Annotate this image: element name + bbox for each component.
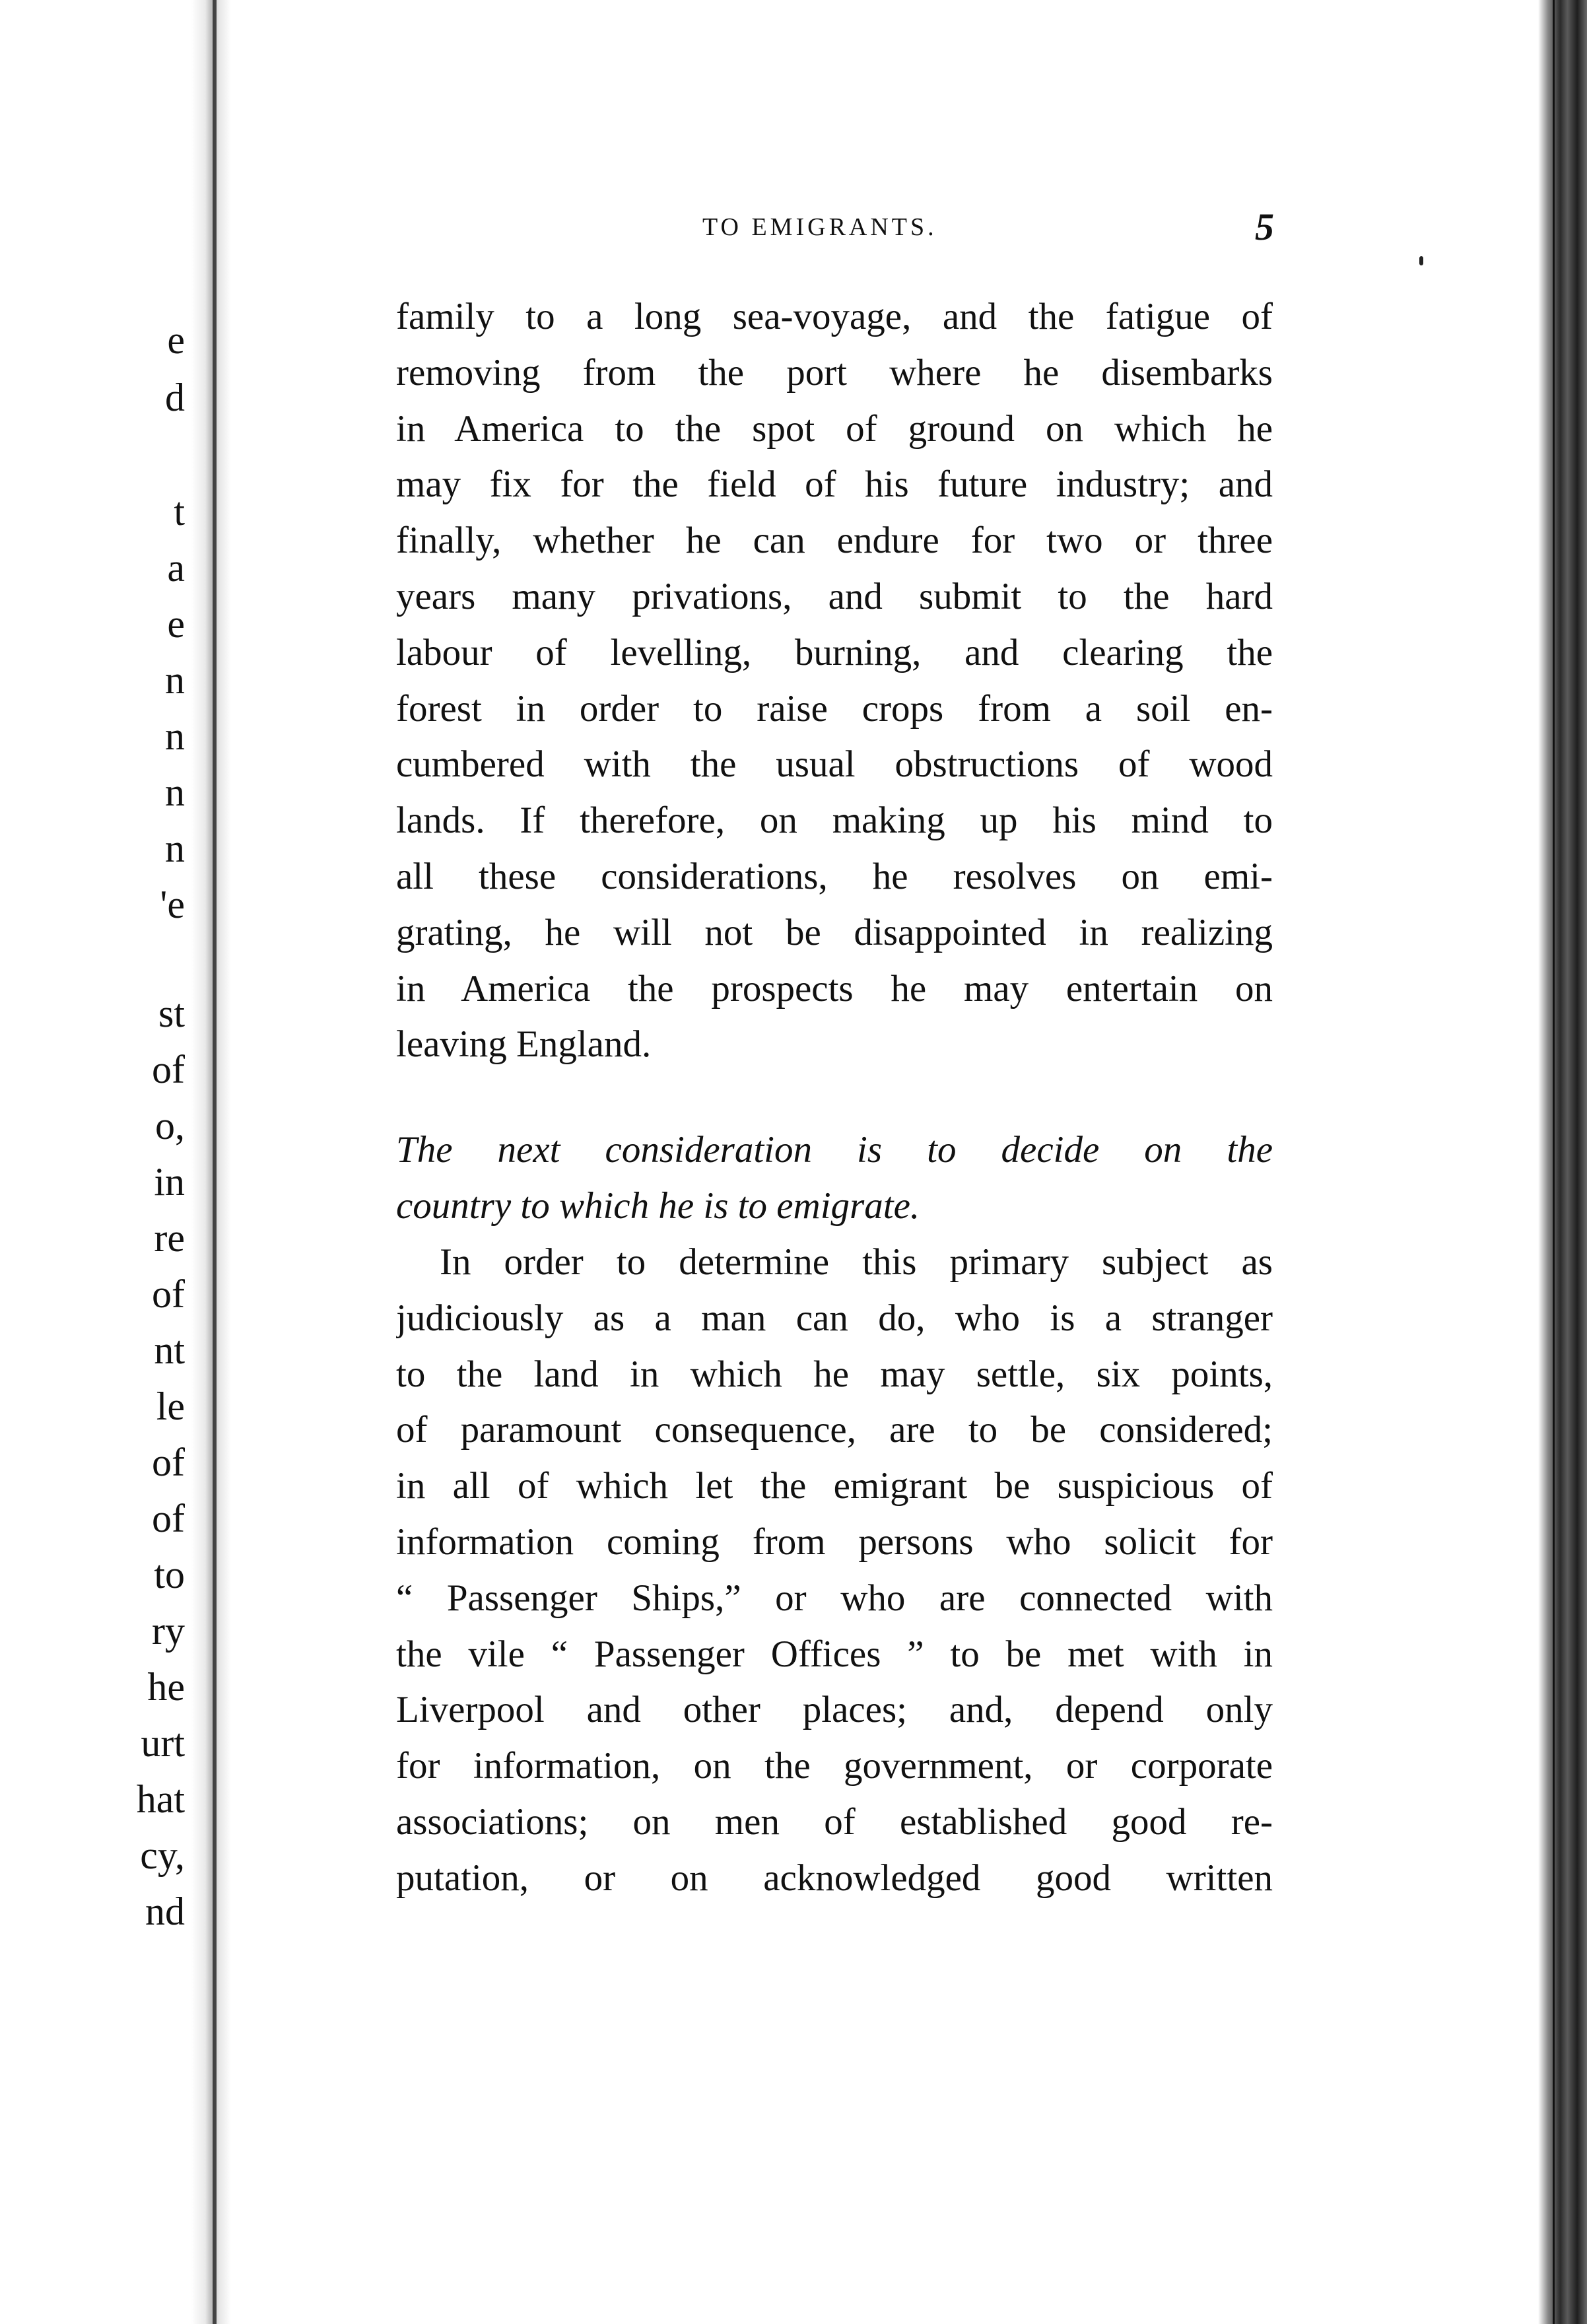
left-fragment: le (156, 1384, 185, 1428)
text-line: for information, on the government, or corporate (396, 1745, 1273, 1787)
left-fragment: he (147, 1665, 185, 1709)
left-fragment: st (158, 992, 185, 1035)
gutter-shadow-line (213, 0, 217, 2324)
text-line: of paramount consequence, are to be considered; (396, 1409, 1273, 1451)
page-edges (1538, 0, 1587, 2324)
text-line: forest in order to raise crops from a soil en- (396, 687, 1273, 730)
text-line: The next consideration is to decide on the (396, 1129, 1273, 1171)
paragraph-1 (396, 289, 1273, 1073)
left-fragment: nt (154, 1328, 185, 1372)
left-fragment: to (154, 1553, 185, 1596)
left-fragment: 'e (160, 883, 185, 926)
left-fragment: of (152, 1048, 185, 1091)
text-line: information coming from persons who solicit for (396, 1521, 1273, 1563)
left-fragment: a (167, 546, 185, 590)
left-fragment: ry (152, 1609, 185, 1653)
page-edge-line (1553, 0, 1555, 2324)
left-page-fragments (0, 0, 191, 2324)
left-fragment: cy, (140, 1833, 185, 1877)
text-line: judiciously as a man can do, who is a stranger (396, 1297, 1273, 1339)
text-line: in America to the spot of ground on which he (396, 407, 1273, 450)
running-head (396, 206, 1281, 252)
text-line: to the land in which he may settle, six points, (396, 1353, 1273, 1395)
left-fragment: of (152, 1272, 185, 1316)
left-fragment: e (167, 602, 185, 646)
page-number: 5 (1255, 205, 1274, 248)
left-fragment: hat (136, 1777, 185, 1821)
text-line: years many privations, and submit to the hard (396, 575, 1273, 617)
text-line: removing from the port where he disembarks (396, 351, 1273, 393)
left-fragment: n (165, 714, 185, 758)
left-fragment: of (152, 1441, 185, 1484)
text-line: in America the prospects he may entertain on (396, 967, 1273, 1009)
left-fragment: re (154, 1216, 185, 1260)
text-line: all these considerations, he resolves on emi- (396, 855, 1273, 897)
left-fragment: nd (145, 1890, 185, 1933)
left-fragment: t (174, 490, 185, 533)
text-line: the vile “ Passenger Offices ” to be met with in (396, 1633, 1273, 1675)
text-line: finally, whether he can endure for two or three (396, 520, 1273, 562)
left-fragment: in (154, 1160, 185, 1204)
text-line: Liverpool and other places; and, depend only (396, 1689, 1273, 1731)
text-line: leaving England. (396, 1023, 652, 1066)
paragraph-2 (396, 1235, 1273, 1907)
book-gutter (191, 0, 231, 2324)
left-fragment: d (165, 376, 185, 419)
text-line: may fix for the field of his future industry; and (396, 463, 1273, 506)
text-line: in all of which let the emigrant be suspicious of (396, 1465, 1273, 1507)
left-fragment: e (167, 318, 185, 362)
text-line: country to which he is to emigrate. (396, 1184, 920, 1227)
left-fragment: n (165, 658, 185, 702)
text-line: In order to determine this primary subject as (440, 1241, 1273, 1283)
ink-speck (1419, 256, 1423, 265)
left-fragment: n (165, 770, 185, 814)
text-line: putation, or on acknowledged good written (396, 1857, 1273, 1899)
text-line: associations; on men of established good re- (396, 1800, 1273, 1843)
text-line: labour of levelling, burning, and clearing the (396, 631, 1273, 673)
text-line: cumbered with the usual obstructions of wood (396, 743, 1273, 786)
text-line: lands. If therefore, on making up his mind to (396, 800, 1273, 842)
italic-heading (396, 1122, 1273, 1235)
text-line: “ Passenger Ships,” or who are connected with (396, 1577, 1273, 1619)
running-title: TO EMIGRANTS. (702, 213, 937, 241)
left-fragment: o, (155, 1104, 185, 1147)
left-fragment: of (152, 1497, 185, 1540)
text-line: family to a long sea-voyage, and the fatigue of (396, 296, 1273, 337)
text-line: grating, he will not be disappointed in realizing (396, 911, 1273, 953)
left-fragment: n (165, 827, 185, 870)
left-fragment: urt (141, 1721, 185, 1765)
